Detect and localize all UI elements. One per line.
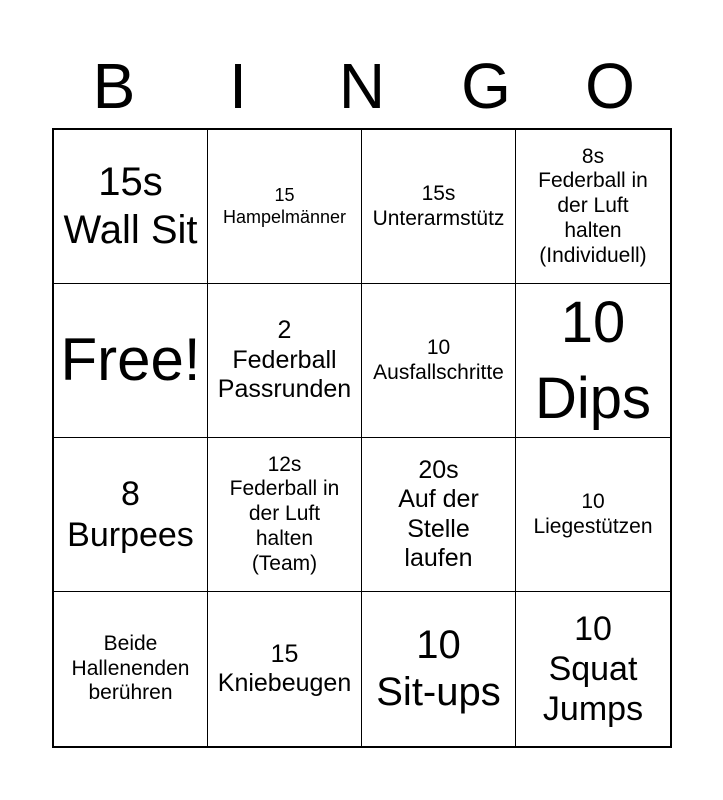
cell-text: 10 Squat Jumps — [542, 609, 644, 729]
bingo-cell-free[interactable] — [54, 284, 208, 438]
cell-text: 12s Federball in der Luft halten (Team) — [229, 452, 340, 575]
bingo-cell[interactable] — [362, 438, 516, 592]
header-letter-n: N — [338, 50, 386, 122]
bingo-cell[interactable] — [362, 592, 516, 746]
cell-text: 20s Auf der Stelle laufen — [398, 455, 479, 572]
header-letter-o: O — [585, 50, 635, 122]
bingo-cell[interactable] — [516, 438, 670, 592]
bingo-cell[interactable] — [516, 284, 670, 438]
cell-text: 10 Liegestützen — [533, 489, 653, 538]
cell-text: Beide Hallenenden berühren — [71, 631, 190, 705]
bingo-cell[interactable] — [362, 284, 516, 438]
cell-text: 15s Unterarmstütz — [372, 181, 505, 230]
header-letter-b: B — [92, 50, 136, 122]
bingo-cell[interactable] — [208, 130, 362, 284]
bingo-cell[interactable] — [208, 438, 362, 592]
bingo-cell[interactable] — [208, 592, 362, 746]
bingo-header — [52, 44, 672, 128]
cell-text: 10 Dips — [534, 290, 652, 431]
header-letter-g: G — [461, 50, 511, 122]
bingo-cell[interactable] — [54, 592, 208, 746]
cell-text: 10 Ausfallschritte — [373, 335, 504, 384]
cell-text: Free! — [60, 326, 201, 394]
cell-text: 15s Wall Sit — [63, 160, 198, 252]
cell-text: 2 Federball Passrunden — [217, 316, 352, 404]
bingo-cell[interactable] — [362, 130, 516, 284]
bingo-cell[interactable] — [208, 284, 362, 438]
cell-text: 8s Federball in der Luft halten (Individuell) — [538, 144, 648, 267]
cell-text: 8 Burpees — [67, 475, 194, 554]
cell-text: 15 Hampelmänner — [222, 185, 347, 227]
cell-text: 15 Kniebeugen — [217, 639, 352, 697]
bingo-cell[interactable] — [54, 438, 208, 592]
bingo-cell[interactable] — [516, 592, 670, 746]
header-letter-i: I — [229, 50, 247, 122]
bingo-cell[interactable] — [516, 130, 670, 284]
bingo-cell[interactable] — [54, 130, 208, 284]
cell-text: 10 Sit-ups — [376, 622, 501, 714]
bingo-card-grid — [52, 128, 672, 748]
